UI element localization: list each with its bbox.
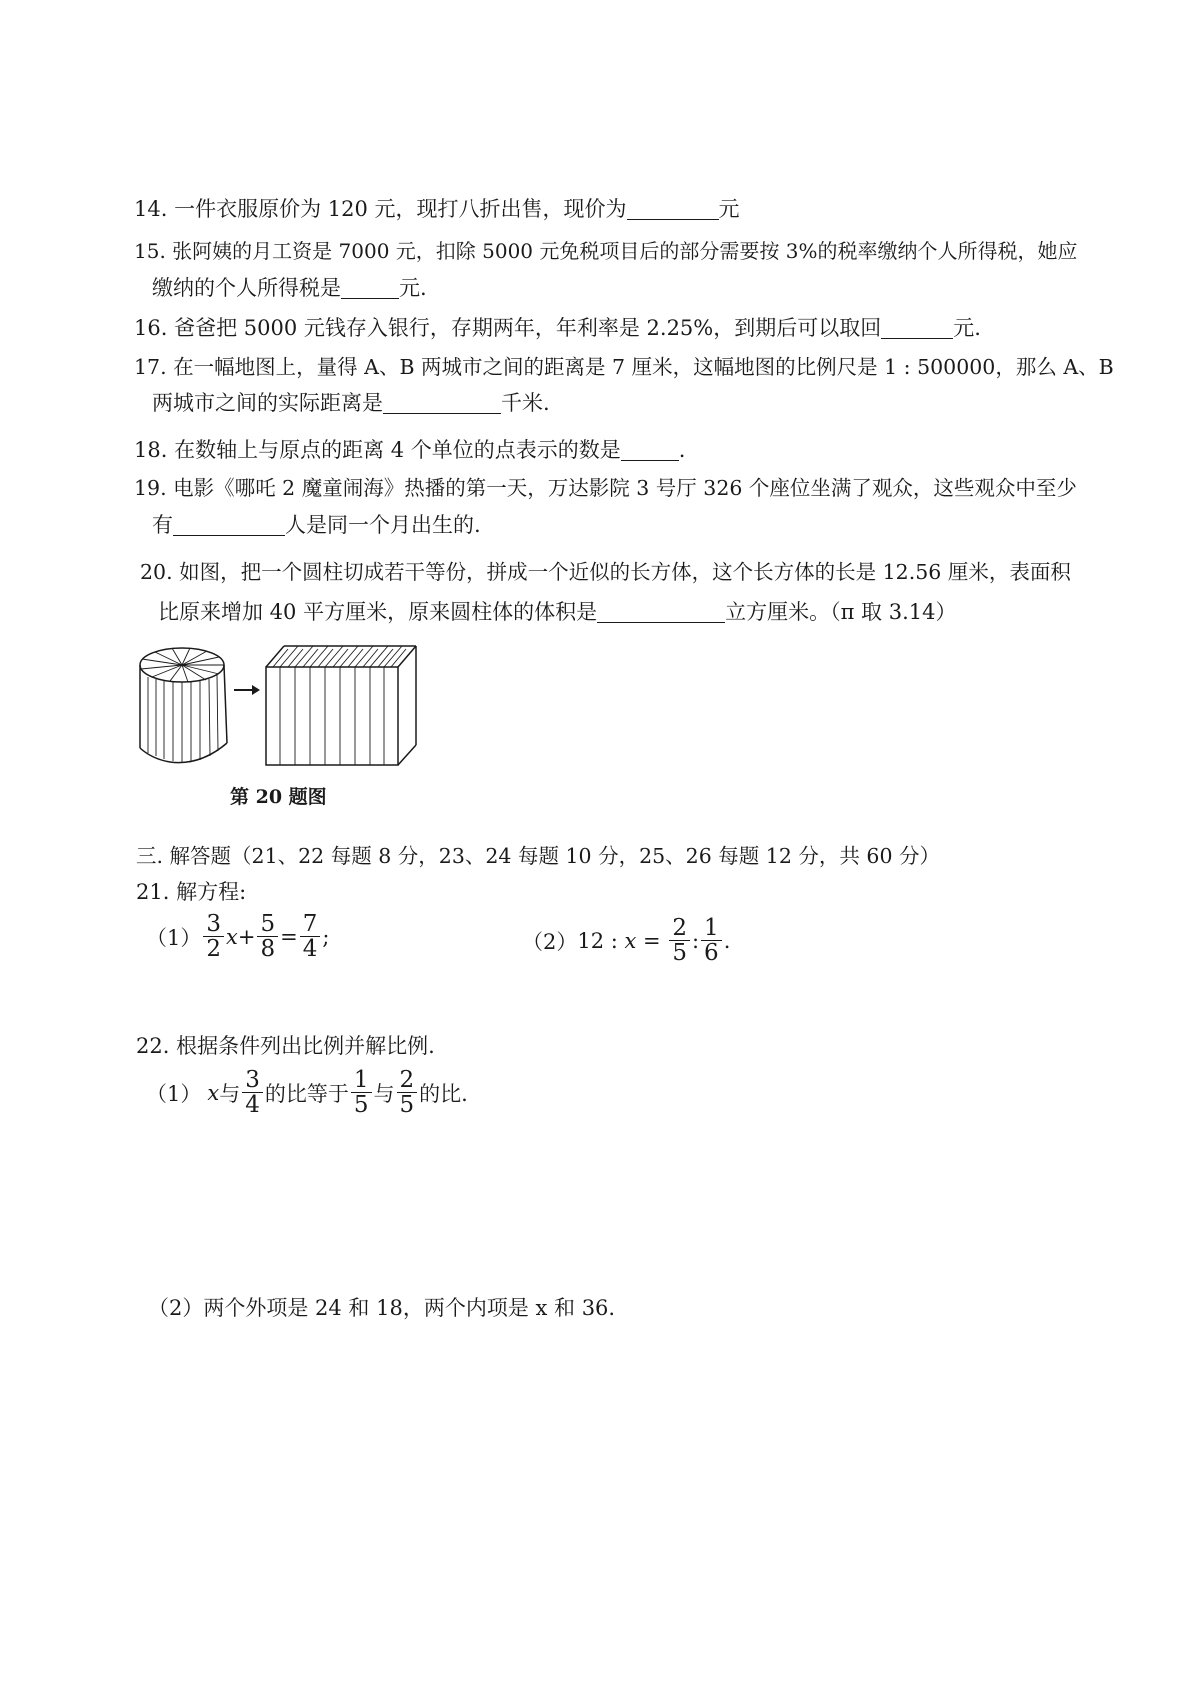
fraction	[669, 916, 690, 965]
equals-sign: =	[280, 924, 298, 949]
numerator: 3	[242, 1068, 263, 1093]
question-15-line1: 15. 张阿姨的月工资是 7000 元，扣除 5000 元免税项目后的部分需要按 3%的税率缴纳个人所得税，她应	[134, 239, 1078, 263]
semicolon: ;	[322, 924, 330, 949]
question-18-end: .	[678, 438, 686, 462]
variable-x: x	[226, 924, 238, 949]
question-18	[134, 434, 685, 464]
part-label: （1）	[146, 1081, 202, 1106]
numerator: 1	[351, 1068, 372, 1093]
fraction	[701, 916, 722, 965]
text-segment: 的比等于	[264, 1081, 349, 1106]
answer-blank-20[interactable]	[597, 600, 725, 623]
question-16-unit: 元.	[953, 316, 981, 340]
numerator: 7	[300, 912, 321, 937]
numerator: 1	[701, 916, 722, 941]
period: .	[723, 928, 731, 953]
question-19-line2	[152, 509, 481, 539]
question-17-prefix: 两城市之间的实际距离是	[152, 391, 383, 415]
text-segment: 与	[219, 1081, 241, 1106]
answer-blank-14[interactable]	[627, 197, 719, 220]
variable-x: x	[207, 1080, 220, 1105]
fraction	[203, 912, 224, 961]
denominator: 6	[704, 940, 719, 967]
question-16	[134, 312, 981, 342]
answer-blank-19[interactable]	[173, 513, 285, 536]
question-20-line2	[158, 596, 957, 626]
question-15-line2	[152, 272, 427, 302]
section-3-heading: 三. 解答题（21、22 每题 8 分，23、24 每题 10 分，25、26 每题 12 分，共 60 分）	[136, 844, 941, 868]
arrow-icon	[234, 685, 260, 695]
ratio-colon: :	[691, 928, 700, 953]
cuboid-drawing	[266, 646, 416, 765]
text-segment: 与	[373, 1081, 395, 1106]
question-17-suffix: 千米.	[501, 391, 550, 415]
question-20-suffix: 立方厘米。（π 取 3.14）	[725, 600, 957, 624]
numerator: 2	[397, 1068, 418, 1093]
numerator: 2	[669, 916, 690, 941]
question-14-text: 14. 一件衣服原价为 120 元，现打八折出售，现价为	[134, 197, 627, 221]
denominator: 2	[206, 936, 222, 963]
cylinder-to-cuboid-figure	[130, 635, 430, 770]
question-15-suffix: 元.	[399, 276, 427, 300]
question-15-prefix: 缴纳的个人所得税是	[152, 276, 341, 300]
sliced-cylinder-drawing	[140, 648, 227, 763]
answer-blank-16[interactable]	[881, 316, 953, 339]
question-22-part1	[146, 1068, 468, 1117]
part-label: （2）	[522, 929, 578, 954]
fraction	[351, 1068, 372, 1117]
question-19-prefix: 有	[152, 513, 173, 537]
figure-20-caption: 第 20 题图	[230, 786, 327, 808]
fraction	[397, 1068, 418, 1117]
question-16-text: 16. 爸爸把 5000 元钱存入银行，存期两年，年利率是 2.25%，到期后可以取回	[134, 316, 882, 340]
text-segment: 的比.	[419, 1081, 468, 1106]
question-14	[134, 193, 740, 223]
equals-sign: =	[636, 928, 668, 953]
question-19-line1: 19. 电影《哪吒 2 魔童闹海》热播的第一天，万达影院 3 号厅 326 个座位坐满了观众，这些观众中至少	[134, 476, 1077, 500]
denominator: 5	[353, 1092, 369, 1119]
question-18-text: 18. 在数轴上与原点的距离 4 个单位的点表示的数是	[134, 438, 621, 462]
question-14-unit: 元	[718, 197, 740, 221]
fraction	[257, 912, 278, 961]
question-22-title: 22. 根据条件列出比例并解比例.	[136, 1034, 435, 1058]
numerator: 3	[203, 912, 224, 937]
question-21-title: 21. 解方程:	[136, 880, 247, 904]
fraction	[242, 1068, 263, 1117]
question-20-prefix: 比原来增加 40 平方厘米，原来圆柱体的体积是	[158, 600, 598, 624]
question-20-line1: 20. 如图，把一个圆柱切成若干等份，拼成一个近似的长方体，这个长方体的长是 12.56 厘米，表面积	[140, 560, 1071, 584]
plus-sign: +	[237, 924, 256, 949]
numerator: 5	[257, 912, 278, 937]
question-17-line2	[152, 387, 550, 417]
question-17-line1: 17. 在一幅地图上，量得 A、B 两城市之间的距离是 7 厘米，这幅地图的比例尺是 1 : 500000，那么 A、B	[134, 355, 1114, 379]
fraction	[300, 912, 321, 961]
denominator: 4	[245, 1092, 260, 1119]
question-21-part1	[146, 912, 329, 961]
variable-x: x	[624, 928, 637, 953]
answer-blank-15[interactable]	[341, 276, 399, 299]
question-21-part2	[522, 916, 730, 965]
answer-blank-18[interactable]	[621, 438, 679, 461]
question-19-suffix: 人是同一个月出生的.	[285, 513, 481, 537]
question-22-part2: （2）两个外项是 24 和 18，两个内项是 x 和 36.	[148, 1296, 616, 1320]
part-label: （1）	[146, 925, 202, 950]
answer-blank-17[interactable]	[383, 391, 501, 414]
denominator: 5	[672, 940, 687, 967]
denominator: 5	[399, 1092, 415, 1119]
denominator: 8	[260, 936, 276, 963]
ratio-lead: 12 :	[577, 928, 625, 953]
denominator: 4	[302, 936, 318, 963]
